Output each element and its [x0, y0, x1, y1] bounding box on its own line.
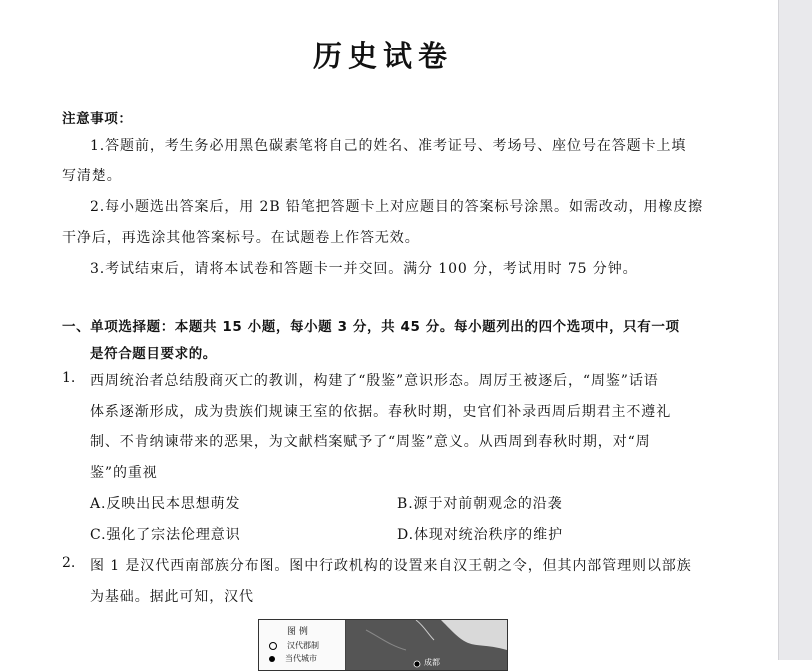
question-1-option-b: B.源于对前朝观念的沿袭: [397, 496, 563, 512]
legend-item-label: 当代城市: [285, 654, 317, 663]
page-title: 历史试卷: [312, 39, 453, 73]
question-1-option-d: D.体现对统治秩序的维护: [397, 527, 563, 543]
legend-item-city: [269, 653, 317, 664]
question-2-line-1: 图 1 是汉代西南部族分布图。图中行政机构的设置来自汉王朝之令，但其内部管理则以部族: [90, 558, 692, 574]
notes-heading: 注意事项：: [62, 111, 133, 127]
section-heading-cont: 是符合题目要求的。: [90, 346, 217, 362]
question-1-line-2: 体系逐渐形成，成为贵族们规谏王室的依据。春秋时期，史官们补录西周后期君主不遵礼: [90, 404, 672, 420]
vertical-scrollbar[interactable]: [778, 0, 812, 660]
map-area: [346, 620, 507, 670]
question-1-number: 1.: [62, 370, 76, 386]
figure-1-map: [258, 619, 508, 671]
question-1-option-a: A.反映出民本思想萌发: [90, 496, 241, 512]
question-1-line-1: 西周统治者总结殷商灭亡的教训，构建了“殷鉴”意识形态。周厉王被逐后，“周鉴”话语: [90, 373, 659, 389]
notes-line-2: 写清楚。: [62, 168, 122, 184]
question-1-line-4: 鉴”的重视: [90, 465, 158, 481]
notes-line-5: 3.考试结束后，请将本试卷和答题卡一并交回。满分 100 分，考试用时 75 分钟。: [90, 261, 638, 277]
notes-line-3: 2.每小题选出答案后，用 2B 铅笔把答题卡上对应题目的答案标号涂黑。如需改动，用橡皮擦: [90, 199, 704, 215]
legend-title: 图 例: [287, 627, 308, 637]
map-label-chengdu: 成都: [424, 658, 440, 667]
question-2-number: 2.: [62, 555, 76, 571]
notes-line-4: 干净后，再选涂其他答案标号。在试题卷上作答无效。: [62, 230, 420, 246]
question-1-line-3: 制、不肯纳谏带来的恶果，为文献档案赋予了“周鉴”意义。从西周到春秋时期，对“周: [90, 434, 651, 450]
commandery-marker-icon: [269, 642, 277, 650]
city-marker-icon: [269, 656, 275, 662]
legend-item-label: 汉代郡制: [287, 641, 319, 650]
section-heading: 一、单项选择题：本题共 15 小题，每小题 3 分，共 45 分。每小题列出的四个选项中，只有一项: [62, 319, 680, 335]
question-1-option-c: C.强化了宗法伦理意识: [90, 527, 241, 543]
question-2-line-2: 为基础。据此可知，汉代: [90, 589, 254, 605]
notes-line-1: 1.答题前，考生务必用黑色碳素笔将自己的姓名、准考证号、考场号、座位号在答题卡上填: [90, 138, 687, 154]
legend-item-commandery: [269, 640, 319, 651]
map-legend: [259, 620, 346, 670]
